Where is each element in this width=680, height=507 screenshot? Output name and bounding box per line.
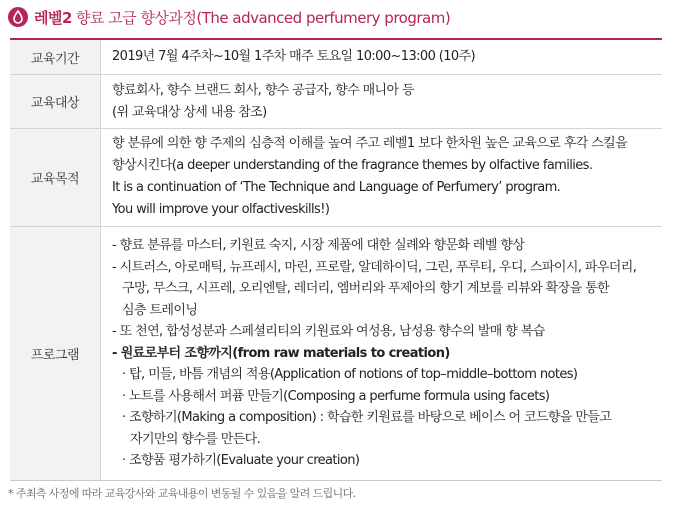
content-line: 자기만의 향수를 만든다. — [130, 431, 261, 447]
row-content — [101, 40, 662, 74]
row-label: 교육기간 — [10, 40, 101, 74]
content-line: 향료회사, 향수 브랜드 회사, 향수 공급자, 향수 매니아 등 — [112, 83, 414, 98]
content-line: · 조향품 평가하기(Evaluate your creation) — [122, 453, 360, 468]
content-line: 향상시킨다(a deeper understanding of the fragrance themes by olfactive families. — [112, 158, 593, 173]
level-label: 레벨2 — [34, 8, 72, 27]
footnote: * 주최측 사정에 따라 교육강사와 교육내용이 변동될 수 있음을 알려 드립니다. — [8, 487, 356, 500]
content-line: · 조향하기(Making a composition) : 학습한 키원료를 바탕으로 베이스 어 코드향을 만들고 — [122, 410, 612, 425]
row-content — [101, 129, 662, 226]
content-line: · 노트를 사용해서 퍼퓸 만들기(Composing a perfume formula using facets) — [122, 388, 550, 404]
row-content — [101, 75, 662, 128]
content-line: - 향료 분류를 마스터, 키원료 숙지, 시장 제품에 대한 실례와 향문화 레벨 향상 — [112, 238, 525, 253]
content-line: (위 교육대상 상세 내용 참조) — [112, 105, 267, 120]
content-line: 구망, 무스크, 시프레, 오리엔탈, 레더리, 엠버리와 푸제아의 향기 계보를 리뷰와 확장을 통한 — [122, 281, 610, 296]
row-education-target — [10, 75, 662, 129]
row-label: 교육목적 — [10, 129, 101, 226]
content-line: - 시트러스, 아로매틱, 뉴프레시, 마린, 프로랄, 알데하이딕, 그린, 푸루티, 우디, 스파이시, 파우더리, — [112, 259, 637, 275]
course-info-table — [10, 38, 662, 481]
perfume-drop-logo-icon — [8, 7, 28, 27]
content-line: - 또 천연, 합성성분과 스페셜리티의 키원료와 여성용, 남성용 향수의 발매 향 복습 — [112, 324, 545, 339]
row-content — [101, 227, 662, 480]
content-line: You will improve your olfactiveskills!) — [112, 202, 330, 217]
content-line: 2019년 7월 4주차~10월 1주차 매주 토요일 10:00~13:00 (10주) — [112, 49, 476, 64]
row-education-period — [10, 40, 662, 75]
content-line: 향 분류에 의한 향 주제의 심층적 이해를 높여 주고 레벨1 보다 한차원 높은 교육으로 후각 스킬을 — [112, 136, 628, 151]
content-line: It is a continuation of ‘The Technique and Language of Perfumery’ program. — [112, 180, 561, 195]
page-header — [8, 6, 450, 28]
row-label: 프로그램 — [10, 227, 101, 480]
content-line: 심층 트레이닝 — [122, 302, 198, 318]
content-line: · 탑, 미들, 바틈 개념의 적용(Application of notions of top–middle–bottom notes) — [122, 367, 578, 382]
content-line-emphasis: - 원료로부터 조향까지(from raw materials to creation) — [112, 345, 450, 361]
page-title — [34, 7, 450, 28]
row-label: 교육대상 — [10, 75, 101, 128]
course-title: 향료 고급 향상과정(The advanced perfumery program) — [75, 8, 451, 27]
row-education-goal — [10, 129, 662, 227]
row-program — [10, 227, 662, 480]
